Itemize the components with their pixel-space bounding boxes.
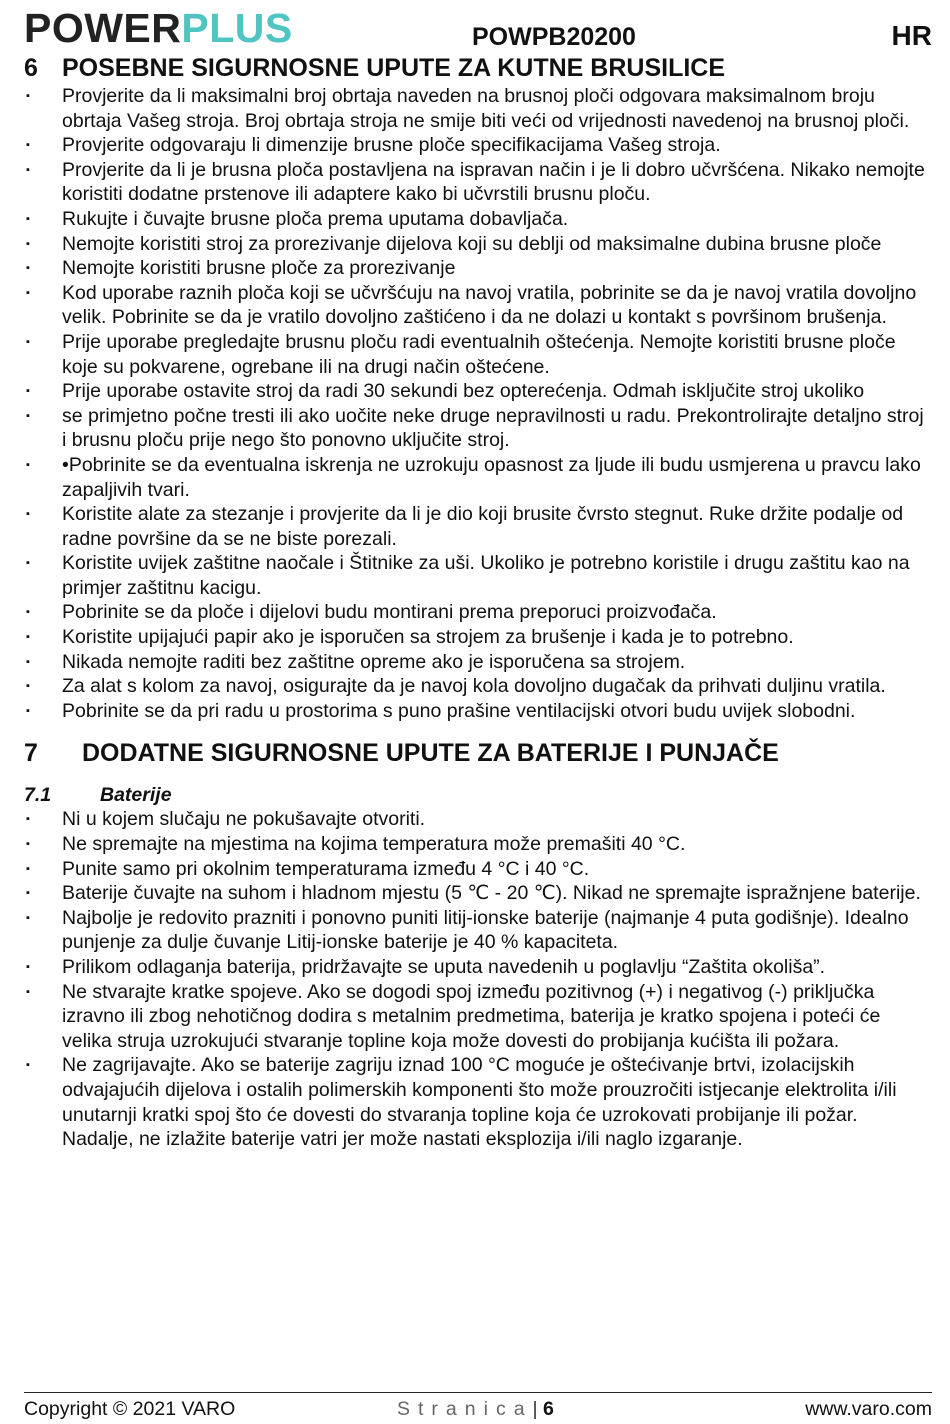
list-item xyxy=(24,158,932,207)
bullet-icon: ▪ xyxy=(26,286,30,299)
bullet-icon: ▪ xyxy=(26,1059,30,1072)
bullet-icon: ▪ xyxy=(26,212,30,225)
list-item xyxy=(24,133,932,158)
section-7-list xyxy=(24,807,932,1151)
page-header xyxy=(24,4,932,52)
list-item-text: Rukujte i čuvajte brusne ploča prema uputama dobavljača. xyxy=(62,207,569,230)
bullet-icon: ▪ xyxy=(26,862,30,875)
list-item-text: Pobrinite se da pri radu u prostorima s puno prašine ventilacijski otvori budu uvijek slobodni. xyxy=(62,699,856,722)
list-item-text: Kod uporabe raznih ploča koji se učvršćuju na navoj vratila, pobrinite se da je navoj vratila dovoljno velik. Pobrinite se da je vratilo dovoljno zaštićeno i da ne dolazi u kontakt s površinom brušenja. xyxy=(62,281,917,329)
bullet-icon: ▪ xyxy=(26,262,30,275)
list-item xyxy=(24,404,932,453)
page-label xyxy=(397,1397,554,1421)
list-item-text: Za alat s kolom za navoj, osigurajte da je navoj kola dovoljno dugačak da prihvati duljinu vratila. xyxy=(62,675,886,698)
page-footer xyxy=(24,1392,932,1423)
list-item xyxy=(24,256,932,281)
bullet-icon: ▪ xyxy=(26,606,30,619)
bullet-icon: ▪ xyxy=(26,961,30,973)
list-item-text: Ne stvarajte kratke spojeve. Ako se dogodi spoj između pozitivnog (+) i negativog (-) priključka izravno ili zbog nehotičnog dodira s metalnim predmetima, baterija je kratko spojena i poteći će velika struja uzrokujući stvaranje topline koja može dovesti do probijanja kućišta ili požara. xyxy=(62,980,881,1052)
copyright-text: Copyright © 2021 VARO xyxy=(24,1398,236,1420)
bullet-icon: ▪ xyxy=(26,90,30,102)
list-item-text: Pobrinite se da ploče i dijelovi budu montirani prema preporuci proizvođača. xyxy=(62,601,717,624)
list-item-text: Ne spremajte na mjestima na kojima temperatura može premašiti 40 °C. xyxy=(62,833,686,856)
list-item xyxy=(24,625,932,650)
subsection-number: 7.1 xyxy=(24,784,52,807)
page-number: 6 xyxy=(543,1398,554,1420)
bullet-icon: ▪ xyxy=(26,985,30,998)
page-separator: | xyxy=(532,1398,538,1420)
bullet-icon: ▪ xyxy=(26,813,30,826)
list-item-text: Provjerite odgovaraju li dimenzije brusne ploče specifikacijama Vašeg stroja. xyxy=(62,134,721,157)
list-item xyxy=(24,832,932,857)
bullet-icon: ▪ xyxy=(26,335,30,348)
list-item xyxy=(24,600,932,625)
page-word: Stranica xyxy=(397,1398,533,1420)
bullet-icon: ▪ xyxy=(26,911,30,924)
language-code: HR xyxy=(891,20,932,51)
list-item xyxy=(24,281,932,330)
logo-plus: PLUS xyxy=(181,5,293,51)
bullet-icon: ▪ xyxy=(26,508,30,521)
list-item-text: Nemojte koristiti brusne ploče za prorezivanje xyxy=(62,257,456,280)
logo-power: POWER xyxy=(24,5,182,51)
list-item xyxy=(24,84,932,133)
bullet-icon: ▪ xyxy=(26,680,30,693)
list-item-text: Koristite upijajući papir ako je isporučen sa strojem za brušenje i kada je to potrebno. xyxy=(62,626,794,649)
list-item xyxy=(24,551,932,600)
list-item-text: Provjerite da li je brusna ploča postavljena na ispravan način i je li dobro učvršćena. Nikako nemojte koristiti dodatne prstenove ili adaptere kako bi učvrstili brusnu ploču. xyxy=(62,158,925,206)
list-item-text: Najbolje je redovito prazniti i ponovno puniti litij-ionske baterije (najmanje 4 puta godišnje). Idealno punjenje za dulje čuvanje Litij-ionske baterije je 40 % kapaciteta. xyxy=(62,906,909,954)
bullet-icon: ▪ xyxy=(26,838,30,851)
list-item xyxy=(24,1053,932,1151)
list-item-text: Nikada nemojte raditi bez zaštitne opreme ako je isporučena sa strojem. xyxy=(62,650,686,673)
bullet-icon: ▪ xyxy=(26,385,30,398)
section-6-number: 6 xyxy=(24,54,38,82)
section-7-number: 7 xyxy=(24,739,38,768)
list-item-text: Prilikom odlaganja baterija, pridržavajte se uputa navedenih u poglavlju “Zaštita okoliša”. xyxy=(62,956,826,978)
list-item xyxy=(24,807,932,832)
list-item xyxy=(24,980,932,1054)
list-item-text: Baterije čuvajte na suhom i hladnom mjestu (5 ℃ - 20 ℃). Nikad ne spremajte ispražnjene baterije. xyxy=(62,882,921,905)
brand-logo xyxy=(24,4,293,52)
section-7-title: DODATNE SIGURNOSNE UPUTE ZA BATERIJE I PUNJAČE xyxy=(82,739,779,768)
model-number: POWPB20200 xyxy=(472,23,636,51)
bullet-icon: ▪ xyxy=(26,557,30,570)
bullet-icon: ▪ xyxy=(26,631,30,644)
list-item xyxy=(24,232,932,257)
list-item xyxy=(24,453,932,502)
section-6-title: POSEBNE SIGURNOSNE UPUTE ZA KUTNE BRUSILICE xyxy=(62,54,726,82)
list-item xyxy=(24,207,932,232)
bullet-icon: ▪ xyxy=(26,139,30,152)
section-6-list xyxy=(24,84,932,723)
list-item xyxy=(24,857,932,882)
list-item xyxy=(24,379,932,404)
list-item-text: Koristite alate za stezanje i provjerite da li je dio koji brusite čvrsto stegnut. Ruke držite podalje od radne površine da se ne biste porezali. xyxy=(62,503,904,550)
bullet-icon: ▪ xyxy=(26,163,30,176)
list-item-text: Provjerite da li maksimalni broj obrtaja naveden na brusnoj ploči odgovara maksimalnom broju obrtaja Vašeg stroja. Broj obrtaja stroja ne smije biti veći od vrijednosti navedenoj na brusnoj ploči. xyxy=(62,85,910,132)
list-item-text: Ni u kojem slučaju ne pokušavajte otvoriti. xyxy=(62,808,426,831)
list-item xyxy=(24,674,932,699)
list-item xyxy=(24,650,932,675)
section-7-heading xyxy=(24,737,932,769)
subsection-title: Baterije xyxy=(100,784,172,807)
list-item xyxy=(24,881,932,906)
bullet-icon: ▪ xyxy=(26,237,30,250)
list-item-text: Prije uporabe pregledajte brusnu ploču radi eventualnih oštećenja. Nemojte koristiti brusne ploče koje su pokvarene, ogrebane ili na drugi način oštećene. xyxy=(62,330,896,378)
list-item xyxy=(24,502,932,551)
bullet-icon: ▪ xyxy=(26,887,30,900)
bullet-icon: ▪ xyxy=(26,458,30,471)
list-item-text: •Pobrinite se da eventualna iskrenja ne uzrokuju opasnost za ljude ili budu usmjerena u pravcu lako zapaljivih tvari. xyxy=(62,453,921,501)
bullet-icon: ▪ xyxy=(26,409,30,422)
list-item-text: Koristite uvijek zaštitne naočale i Štitnike za uši. Ukoliko je potrebno koristile i drugu zaštitu kao na primjer zaštitnu kacigu. xyxy=(62,552,910,599)
website-link[interactable]: www.varo.com xyxy=(805,1398,932,1420)
page-content xyxy=(24,50,932,1152)
section-6-heading xyxy=(24,52,932,84)
list-item-text: Ne zagrijavajte. Ako se baterije zagriju iznad 100 °C moguće je oštećivanje brtvi, izolacijskih odvajajućih dijelova i ostalih polimerskih komponenti što može prouzročiti istjecanje elektrolita i/ili unutarnji kratki spoj što će dovesti do stvaranja topline koja će uzrokovati probijanje ili požar. Nadalje, ne izlažite baterije vatri jer može nastati eksplozija i/ili naglo izgaranje. xyxy=(62,1054,897,1151)
list-item-text: Punite samo pri okolnim temperaturama između 4 °C i 40 °C. xyxy=(62,857,590,880)
list-item xyxy=(24,955,932,980)
list-item xyxy=(24,699,932,724)
subsection-7-1-heading xyxy=(24,783,932,807)
list-item-text: se primjetno počne tresti ili ako uočite neke druge nepravilnosti u radu. Prekontrolirajte detaljno stroj i brusnu ploču prije nego što ponovno uključite stroj. xyxy=(62,404,924,452)
bullet-icon: ▪ xyxy=(26,704,30,717)
list-item xyxy=(24,330,932,379)
list-item-text: Nemojte koristiti stroj za prorezivanje dijelova koji su deblji od maksimalne dubina brusne ploče xyxy=(62,232,882,255)
list-item xyxy=(24,906,932,955)
list-item-text: Prije uporabe ostavite stroj da radi 30 sekundi bez opterećenja. Odmah isključite stroj ukoliko xyxy=(62,380,865,403)
bullet-icon: ▪ xyxy=(26,655,30,668)
